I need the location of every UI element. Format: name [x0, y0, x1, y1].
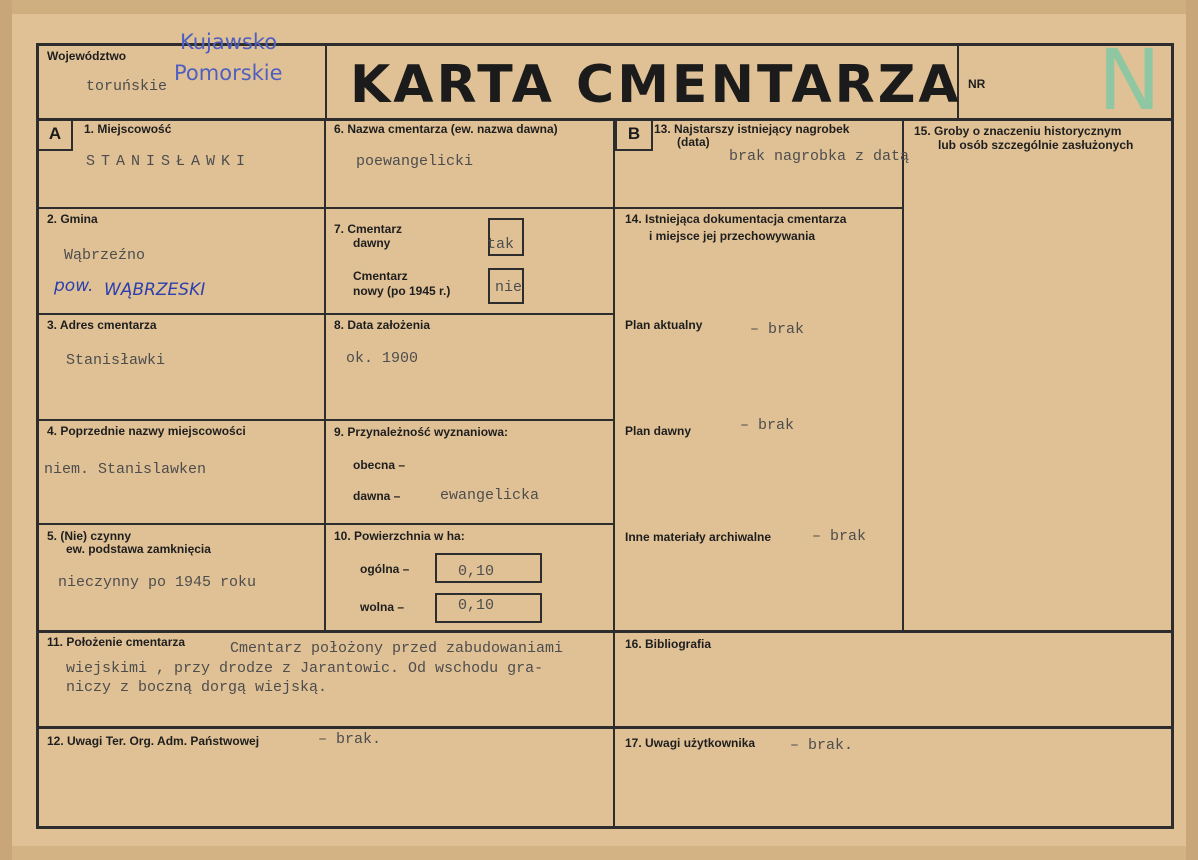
- field-9-obecna-label: obecna –: [353, 458, 406, 472]
- paper-edge-left: [0, 0, 12, 860]
- plan-aktualny-label: Plan aktualny: [625, 318, 703, 332]
- field-7-dawny-label-1: 7. Cmentarz: [334, 222, 403, 236]
- row-line-2: [36, 313, 615, 315]
- field-5-label-2: ew. podstawa zamknięcia: [66, 542, 211, 556]
- field-12-value: – brak.: [318, 731, 382, 748]
- field-10-ogolna-label: ogólna –: [360, 562, 410, 576]
- frame-bottom: [36, 826, 1174, 829]
- field-9-dawna-label: dawna –: [353, 489, 401, 503]
- row-line-3: [36, 419, 615, 421]
- field-14-label-1: 14. Istniejąca dokumentacja cmentarza: [625, 212, 847, 226]
- paper-edge-bottom: [0, 846, 1198, 860]
- voivodeship-value: toruńskie: [86, 78, 168, 95]
- field-5-label-1: 5. (Nie) czynny: [47, 529, 132, 543]
- field-13-label-2: (data): [677, 135, 710, 149]
- field-8-label: 8. Data założenia: [334, 318, 431, 332]
- inne-materialy-label: Inne materiały archiwalne: [625, 530, 772, 544]
- field-7-dawny-label-2: dawny: [353, 236, 391, 250]
- row-line-1b: [615, 207, 904, 209]
- field-6-label: 6. Nazwa cmentarza (ew. nazwa dawna): [334, 122, 558, 136]
- field-14-label-2: i miejsce jej przechowywania: [649, 229, 816, 243]
- section-b-letter: B: [615, 119, 653, 151]
- field-17-value: – brak.: [790, 737, 854, 754]
- field-4-label: 4. Poprzednie nazwy miejscowości: [47, 424, 246, 438]
- field-2-label: 2. Gmina: [47, 212, 98, 226]
- field-11-label: 11. Położenie cmentarza: [47, 635, 186, 649]
- stamp-line-1: Kujawsko: [180, 30, 278, 54]
- field-13-label-1: 13. Najstarszy istniejący nagrobek: [654, 122, 850, 136]
- field-10-wolna-value: 0,10: [458, 597, 495, 614]
- page-title: KARTA CMENTARZA: [350, 55, 962, 115]
- inne-materialy-value: – brak: [812, 528, 867, 545]
- field-9-dawna-value: ewangelicka: [440, 487, 540, 504]
- field-2-pow-prefix: pow.: [54, 276, 94, 296]
- field-4-value: niem. Stanislawken: [44, 461, 207, 478]
- plan-aktualny-value: – brak: [750, 321, 805, 338]
- field-16-label: 16. Bibliografia: [625, 637, 712, 651]
- row-line-6: [36, 726, 1174, 729]
- field-2-pow-value: WĄBRZESKI: [104, 280, 206, 300]
- field-3-value: Stanisławki: [66, 352, 166, 369]
- voivodeship-label: Województwo: [47, 49, 127, 63]
- field-7-nowy-value: nie: [495, 279, 523, 296]
- frame-right: [1171, 43, 1174, 829]
- plan-dawny-value: – brak: [740, 417, 795, 434]
- field-17-label: 17. Uwagi użytkownika: [625, 736, 756, 750]
- field-15-label-1: 15. Groby o znaczeniu historycznym: [914, 124, 1122, 138]
- field-10-label: 10. Powierzchnia w ha:: [334, 529, 465, 543]
- field-1-label: 1. Miejscowość: [84, 122, 172, 136]
- field-3-label: 3. Adres cmentarza: [47, 318, 157, 332]
- paper-edge-right: [1186, 0, 1198, 860]
- field-10-ogolna-value: 0,10: [458, 563, 495, 580]
- field-10-wolna-label: wolna –: [360, 600, 405, 614]
- field-5-value: nieczynny po 1945 roku: [58, 574, 257, 591]
- header-vline-1: [325, 43, 327, 120]
- frame-left: [36, 43, 39, 829]
- header-divider: [36, 118, 1174, 121]
- nr-value: N: [1098, 31, 1161, 129]
- field-15-label-2: lub osób szczególnie zasłużonych: [938, 138, 1134, 152]
- field-7-dawny-value: tak: [487, 236, 515, 253]
- stamp-line-2: Pomorskie: [174, 61, 283, 85]
- field-9-label: 9. Przynależność wyznaniowa:: [334, 425, 509, 439]
- paper-edge-top: [0, 0, 1198, 14]
- field-11-line-1: Cmentarz położony przed zabudowaniami: [230, 640, 564, 657]
- field-7-nowy-label-2: nowy (po 1945 r.): [353, 284, 451, 298]
- plan-dawny-label: Plan dawny: [625, 424, 692, 438]
- col-divider-a: [324, 118, 326, 632]
- field-11-line-2: wiejskimi , przy drodze z Jarantowic. Od wschodu gra-: [66, 660, 544, 677]
- row-line-1a: [36, 207, 615, 209]
- field-13-value: brak nagrobka z datą: [729, 148, 910, 165]
- section-a-letter: A: [37, 119, 73, 151]
- row-line-5: [36, 630, 1174, 633]
- field-2-value: Wąbrzeźno: [64, 247, 146, 264]
- field-8-value: ok. 1900: [346, 350, 419, 367]
- field-12-label: 12. Uwagi Ter. Org. Adm. Państwowej: [47, 734, 260, 748]
- field-1-value: STANISŁAWKI: [86, 153, 252, 170]
- col-divider-ab: [613, 118, 615, 828]
- row-line-4: [36, 523, 615, 525]
- field-7-nowy-label-1: Cmentarz: [353, 269, 408, 283]
- col-divider-b: [902, 118, 904, 632]
- field-11-line-3: niczy z boczną dorgą wiejską.: [66, 679, 328, 696]
- nr-label: NR: [968, 77, 986, 91]
- field-6-value: poewangelicki: [356, 153, 474, 170]
